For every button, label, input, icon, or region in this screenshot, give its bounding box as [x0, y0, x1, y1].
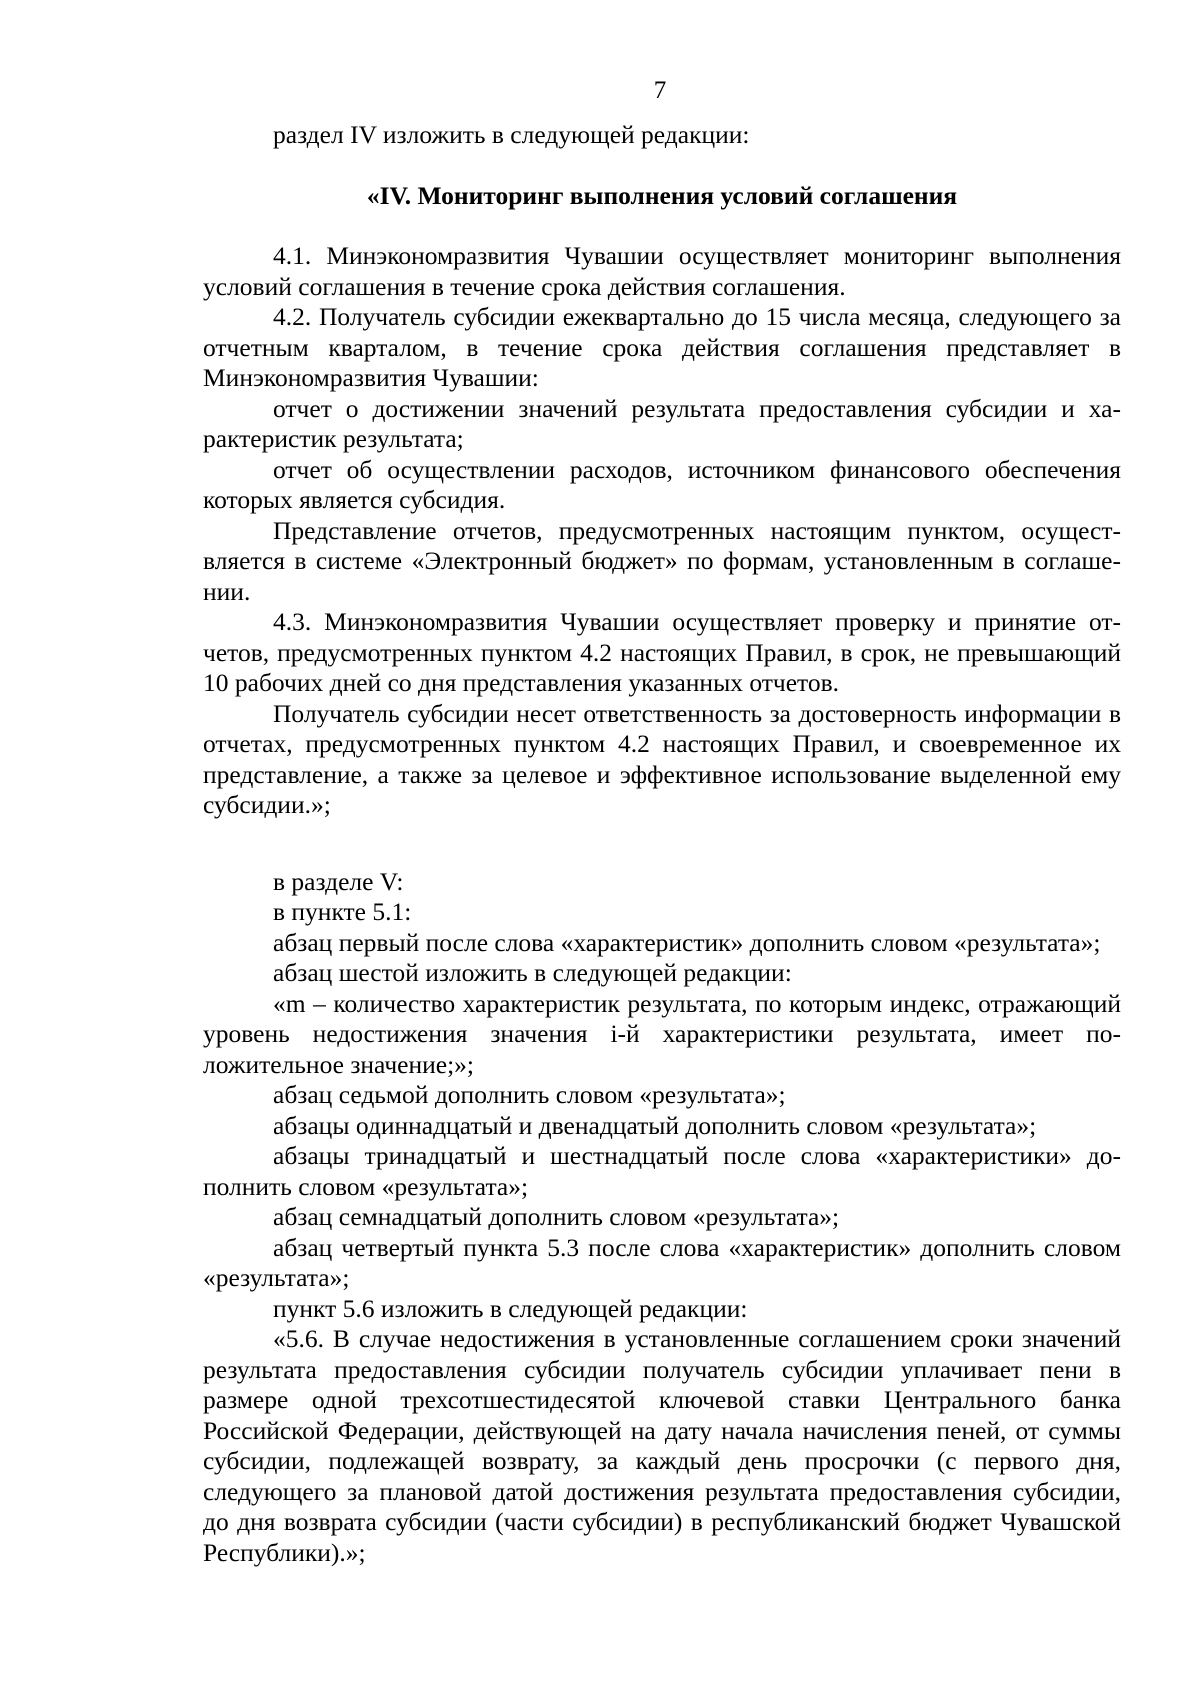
paragraph-report-expenses: отчет об осуществлении расходов, источником финансового обеспечения которых является субсидия. — [203, 454, 1121, 514]
paragraph-amend-seventh: абзац седьмой дополнить словом «результата»; — [273, 1080, 786, 1109]
paragraph-report-results: отчет о достижении значений результата предоставления субсидии и характеристик результата; — [203, 393, 1121, 453]
paragraph-5-6-text: «5.6. В случае недостижения в установленные соглашением сроки значений результата предоставления субсидии получатель субсидии уплачивает пени в размере одной трехсотшестидесятой ключевой ставки Центрального банка Российской Федерации, действующей на дату начала начисления пеней, от суммы субсидии, подлежащей возврату, за каждый день просрочки (с первого дня, следующего за плановой датой достижения результата предоставления субсидии, до дня возврата субсидии (части субсидии) в республиканский бюджет Чувашской Республики).»; — [203, 1324, 1121, 1567]
line-in-section-v: в разделе V: — [273, 866, 404, 896]
paragraph-amend-first: абзац первый после слова «характеристик» дополнить словом «результата»; — [273, 927, 1101, 957]
line-in-point-5-1: в пункте 5.1: — [273, 897, 412, 926]
paragraph-m-definition: «m – количество характеристик результата, по которым индекс, отражающий уровень недостижения значения i-й характеристики результата, имеет положительное значение;»; — [203, 988, 1121, 1079]
intro-line: раздел IV изложить в следующей редакции: — [273, 120, 750, 149]
paragraph-amend-5-6: пункт 5.6 изложить в следующей редакции: — [273, 1293, 748, 1323]
page-number: 7 — [653, 77, 667, 104]
paragraph-4-1: 4.1. Минэкономразвития Чувашии осуществляет мониторинг выполнения условий соглашения в течение срока действия соглашения. — [203, 241, 1121, 301]
paragraph-amend-5-3: абзац четвертый пункта 5.3 после слова «характеристик» дополнить словом «результата»; — [203, 1232, 1121, 1292]
paragraph-amend-thirteenth-sixteenth: абзацы тринадцатый и шестнадцатый после слова «характеристики» дополнить словом «результата»; — [203, 1141, 1121, 1201]
paragraph-responsibility: Получатель субсидии несет ответственность за достоверность информации в отчетах, предусмотренных пунктом 4.2 настоящих Правил, и своевременное их представление, а также за целевое и эффективное использование выделенной ему субсидии.»; — [203, 698, 1121, 819]
paragraph-amend-seventeenth: абзац семнадцатый дополнить словом «результата»; — [273, 1202, 840, 1231]
section-heading: «IV. Мониторинг выполнения условий соглашения — [366, 180, 958, 210]
document-body — [203, 120, 1121, 1568]
paragraph-amend-eleventh-twelfth: абзацы одиннадцатый и двенадцатый дополнить словом «результата»; — [273, 1110, 1037, 1140]
paragraph-4-3: 4.3. Минэкономразвития Чувашии осуществляет проверку и принятие отчетов, предусмотренных пунктом 4.2 настоящих Правил, в срок, не превышающий 10 рабочих дней со дня представления указанных отчетов. — [203, 607, 1121, 697]
paragraph-4-2: 4.2. Получатель субсидии ежеквартально до 15 числа месяца, следующего за отчетным кварталом, в течение срока действия соглашения представляет в Минэкономразвития Чувашии: — [203, 302, 1121, 392]
paragraph-amend-sixth: абзац шестой изложить в следующей редакции: — [273, 958, 792, 987]
paragraph-reports-submission: Представление отчетов, предусмотренных настоящим пунктом, осуществляется в системе «Электронный бюджет» по формам, установленным в соглашении. — [203, 515, 1121, 606]
